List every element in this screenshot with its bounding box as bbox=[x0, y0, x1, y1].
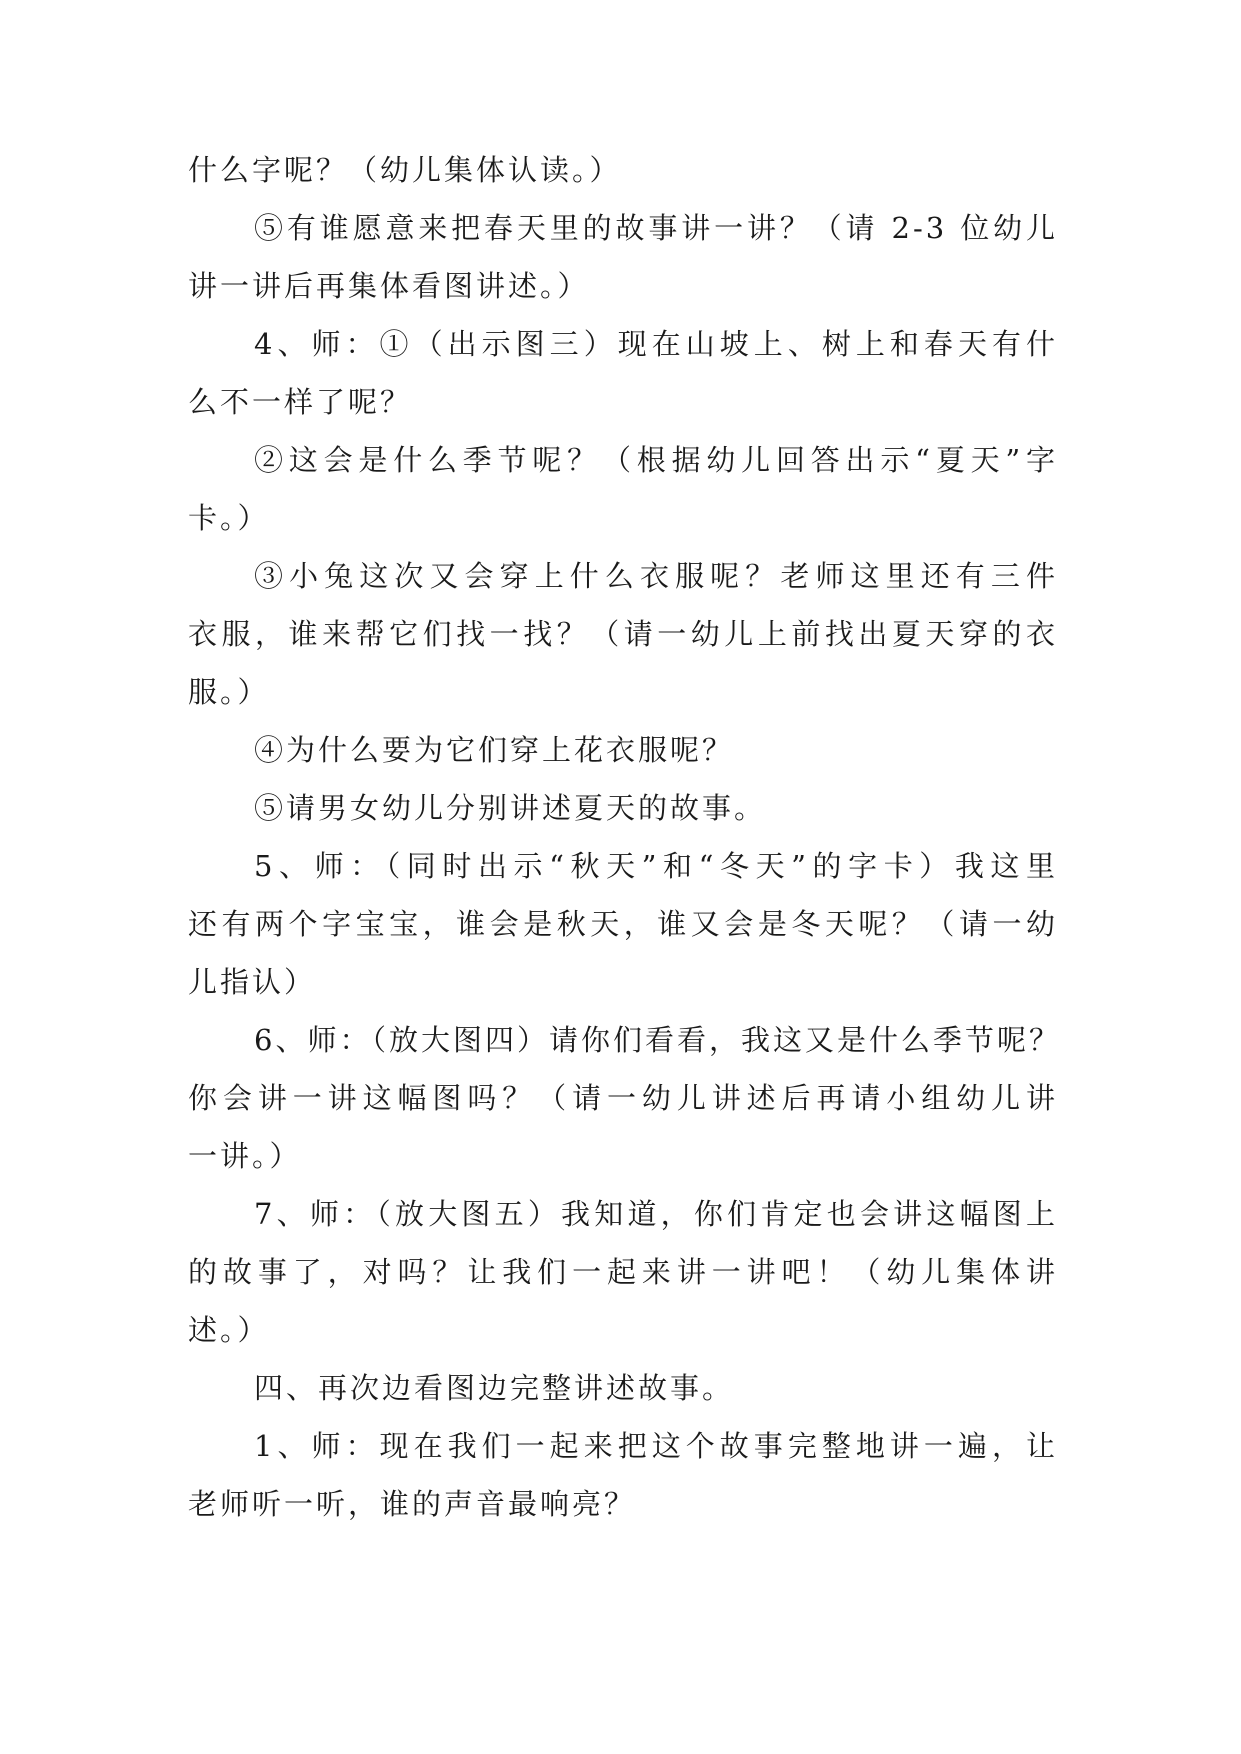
text-line: 述。） bbox=[188, 1313, 270, 1347]
text-line: 还有两个字宝宝，谁会是秋天，谁又会是冬天呢？（请一幼 bbox=[188, 907, 1058, 941]
text-line: 服。） bbox=[188, 675, 270, 709]
text-line: 什么字呢？（幼儿集体认读。） bbox=[188, 153, 622, 187]
text-line: 老师听一听，谁的声音最响亮？ bbox=[188, 1487, 637, 1521]
text-line: ②这会是什么季节呢？（根据幼儿回答出示“夏天”字 bbox=[254, 443, 1058, 477]
text-line: 讲一讲后再集体看图讲述。） bbox=[188, 269, 590, 303]
text-line: 4、师：①（出示图三）现在山坡上、树上和春天有什 bbox=[254, 327, 1058, 361]
text-line: 一讲。） bbox=[188, 1139, 302, 1173]
text-line: 儿指认） bbox=[188, 965, 317, 999]
section-heading: 四、再次边看图边完整讲述故事。 bbox=[254, 1371, 735, 1405]
text-line: 6、师：（放大图四）请你们看看，我这又是什么季节呢？ bbox=[254, 1023, 1061, 1057]
text-line: 卡。） bbox=[188, 501, 270, 535]
text-line: ③小兔这次又会穿上什么衣服呢？老师这里还有三件 bbox=[254, 559, 1058, 593]
text-line: ⑤有谁愿意来把春天里的故事讲一讲？（请 2-3 位幼儿 bbox=[254, 211, 1058, 245]
text-line: 5、师：（同时出示“秋天”和“冬天”的字卡）我这里 bbox=[254, 849, 1058, 883]
text-line: 么不一样了呢？ bbox=[188, 385, 413, 419]
text-line: 7、师：（放大图五）我知道，你们肯定也会讲这幅图上 bbox=[254, 1197, 1058, 1231]
text-line: 的故事了，对吗？让我们一起来讲一讲吧！（幼儿集体讲 bbox=[188, 1255, 1058, 1289]
text-line: 1、师：现在我们一起来把这个故事完整地讲一遍，让 bbox=[254, 1429, 1058, 1463]
text-line: ④为什么要为它们穿上花衣服呢？ bbox=[254, 733, 735, 767]
text-line: 你会讲一讲这幅图吗？（请一幼儿讲述后再请小组幼儿讲 bbox=[188, 1081, 1058, 1115]
text-line: 衣服，谁来帮它们找一找？（请一幼儿上前找出夏天穿的衣 bbox=[188, 617, 1058, 651]
text-line: ⑤请男女幼儿分别讲述夏天的故事。 bbox=[254, 791, 767, 825]
